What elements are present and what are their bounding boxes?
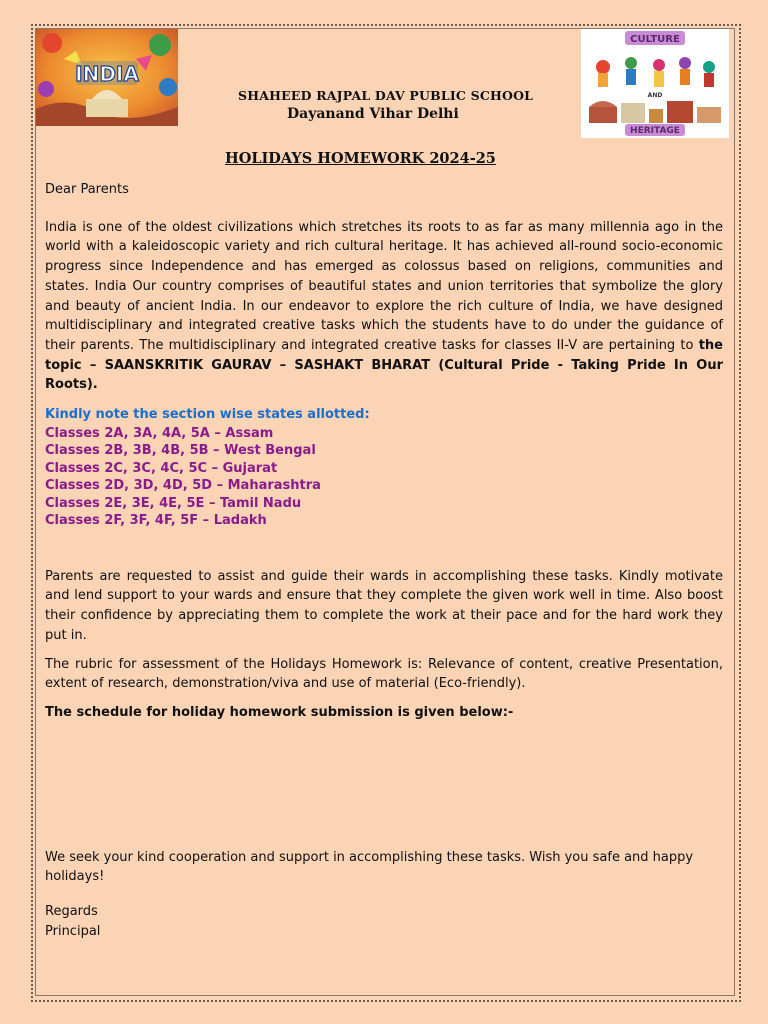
regards-text: Regards bbox=[45, 904, 98, 920]
allotment-item: Classes 2E, 3E, 4E, 5E – Tamil Nadu bbox=[45, 495, 302, 511]
india-logo-text: INDIA bbox=[75, 62, 139, 86]
heritage-logo-text: HERITAGE bbox=[630, 126, 680, 136]
salutation: Dear Parents bbox=[45, 182, 129, 197]
culture-logo-text: CULTURE bbox=[630, 34, 680, 45]
school-address: Dayanand Vihar Delhi bbox=[287, 106, 459, 122]
allotment-item: Classes 2A, 3A, 4A, 5A – Assam bbox=[45, 425, 274, 441]
culture-heritage-image bbox=[581, 29, 729, 138]
parents-paragraph: Parents are requested to assist and guide their wards in accomplishing these tasks. Kindly motivate and lend support to your wards and ensure that they complete the given work well in time. Also boost their confidence by appreciating them to complete the work at their pace and for the hard work they put in. bbox=[45, 568, 723, 643]
letter-body bbox=[45, 180, 723, 941]
signatory-text: Principal bbox=[45, 923, 101, 939]
allotment-section bbox=[45, 405, 723, 530]
allotment-item: Classes 2F, 3F, 4F, 5F – Ladakh bbox=[45, 513, 267, 529]
closing-paragraph: We seek your kind cooperation and support in accomplishing these tasks. Wish you safe and happy holidays! bbox=[45, 849, 694, 885]
page-title: HOLIDAYS HOMEWORK 2024-25 bbox=[225, 150, 496, 167]
schedule-heading: The schedule for holiday homework submission is given below:- bbox=[45, 704, 514, 720]
rubric-paragraph: The rubric for assessment of the Holidays Homework is: Relevance of content, creative Presentation, extent of research, demonstration/viva and use of material (Eco-friendly). bbox=[45, 656, 723, 692]
allotment-item: Classes 2D, 3D, 4D, 5D – Maharashtra bbox=[45, 478, 321, 494]
intro-paragraph bbox=[45, 218, 723, 395]
allotment-item: Classes 2B, 3B, 4B, 5B – West Bengal bbox=[45, 443, 316, 459]
topic-text: the topic – SAANSKRITIK GAURAV – SASHAKT BHARAT (Cultural Pride - Taking Pride In Our Roots). bbox=[45, 337, 723, 393]
and-logo-text: AND bbox=[647, 92, 663, 99]
allotment-heading: Kindly note the section wise states allotted: bbox=[45, 407, 370, 423]
school-name: SHAHEED RAJPAL DAV PUBLIC SCHOOL bbox=[238, 88, 534, 103]
india-collage-image bbox=[36, 29, 178, 126]
allotment-item: Classes 2C, 3C, 4C, 5C – Gujarat bbox=[45, 460, 278, 476]
intro-text: India is one of the oldest civilizations which stretches its roots to as far as many millennia ago in the world with a kaleidoscopic variety and rich cultural heritage. It has achieved all-round socio-economic progress since Independence and has emerged as colossus based on religions, communities and states. India Our country comprises of beautiful states and union territories that symbolize the glory and beauty of ancient India. In our endeavor to explore the rich culture of India, we have designed multidisciplinary and integrated creative tasks which the students have to do under the guidance of their parents. The multidisciplinary and integrated creative tasks for classes II-V are pertaining to bbox=[45, 219, 723, 353]
